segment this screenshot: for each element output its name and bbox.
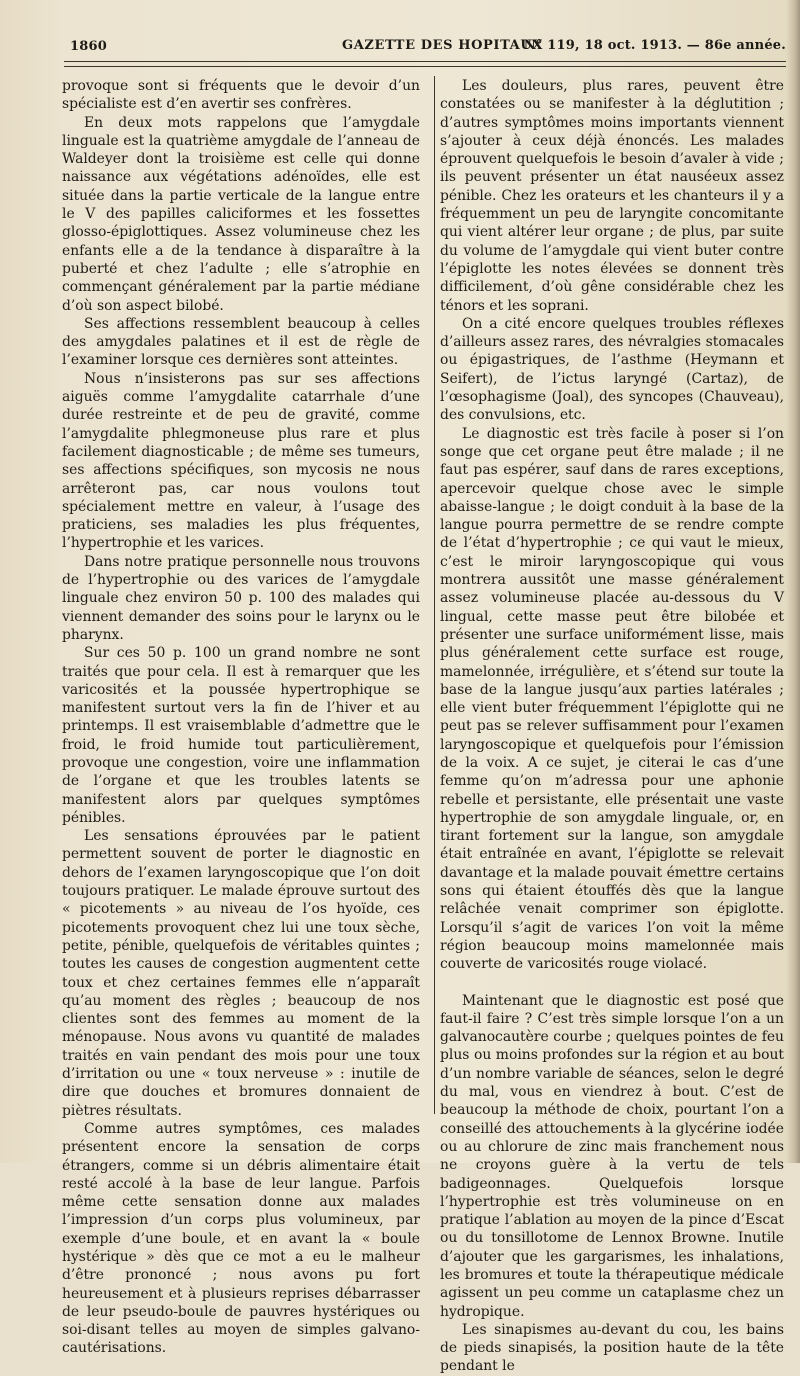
- paragraph: Nous n’insisterons pas sur ses affections aiguës comme l’amygdalite catarrhale d’une durée restreinte et de peu de gravité, comme l’amygdalite phlegmoneuse plus rare et plus facilement diagnosticable ; de même ses tumeurs, ses affections spécifiques, son mycosis ne nous arrêteront pas, car nous voulons tout spécialement mettre en valeur, à l’usage des praticiens, ses maladies les plus fréquentes, l’hypertrophie et les varices.: [62, 370, 420, 552]
- paragraph: Comme autres symptômes, ces malades présentent encore la sensation de corps étrangers, comme si un débris alimentaire était resté accolé à la base de leur langue. Parfois même cette sensation donne aux malades l’impression d’un corps plus volumineux, par exemple d’une boule, et en avant la « boule hystérique » dès que ce mot a eu le malheur d’être prononcé ; nous avons pu fort heureusement et à plusieurs reprises débarrasser de leur pseudo-boule de pauvres hystériques ou soi-disant telles au moyen de simples galvano-cautérisations.: [62, 1120, 420, 1357]
- paragraph: Sur ces 50 p. 100 un grand nombre ne sont traités que pour cela. Il est à remarquer que les varicosités et la poussée hypertrophique se manifestent surtout vers la fin de l’hiver et au printemps. Il est vraisemblable d’admettre que le froid, le froid humide tout particulièrement, provoque une congestion, voire une inflammation de l’organe et que les troubles latents se manifestent alors par quelques symptômes pénibles.: [62, 645, 420, 826]
- journal-title: GAZETTE DES HOPITAUX: [342, 38, 543, 53]
- right-column: [440, 77, 784, 1376]
- paragraph: Ses affections ressemblent beaucoup à celles des amygdales palatines et il est de règle de l’examiner lorsque ces dernières sont atteintes.: [62, 315, 420, 369]
- header-rule: [64, 61, 786, 62]
- paragraph: Maintenant que le diagnostic est posé que faut-il faire ? C’est très simple lorsque l’on a un galvanocautère courbe ; quelques pointes de feu plus ou moins profondes sur la région et au bout d’un nombre variable de séances, selon le degré du mal, vous en viendrez à bout. C’est de beaucoup la méthode de choix, pourtant l’on a conseillé des attouchements à la glycérine iodée ou au chlorure de zinc mais franchement nous ne croyons guère à la vertu de tels badigeonnages. Quelquefois lorsque l’hypertrophie est très volumineuse on en pratique l’ablation au moyen de la pince d’Escat ou du tonsillotome de Lennox Browne. Inutile d’ajouter que les gargarismes, les inhalations, les bromures et toute la thérapeutique médicale agissent un peu comme un cataplasme chez un hydropique.: [440, 992, 784, 1320]
- column-divider: [434, 76, 435, 1114]
- paragraph: Les douleurs, plus rares, peuvent être constatées ou se manifester à la déglutition ; d’autres symptômes moins importants viennent s’ajouter à ceux déjà énoncés. Les malades éprouvent quelquefois le besoin d’avaler à vide ; ils peuvent présenter un état nauséeux assez pénible. Chez les orateurs et les chanteurs il y a fréquemment un peu de laryngite concomitante qui vient altérer leur organe ; de plus, par suite du volume de l’amygdale qui vient buter contre l’épiglotte les notes élevées se donnent très difficilement, d’où gêne considérable chez les ténors et les soprani.: [440, 78, 784, 314]
- paragraph: Les sinapismes au-devant du cou, les bains de pieds sinapisés, la position haute de la tête pendant le: [440, 1321, 784, 1375]
- paragraph: On a cité encore quelques troubles réflexes d’ailleurs assez rares, des névralgies stomacales ou épigastriques, de l’asthme (Heymann et Seifert), de l’ictus laryngé (Cartaz), de l’œsophagisme (Joal), des syncopes (Chauveau), des convulsions, etc.: [440, 315, 784, 424]
- header-rule-double: [64, 66, 786, 67]
- paragraph: Les sensations éprouvées par le patient permettent souvent de porter le diagnostic en dehors de l’examen laryngoscopique que l’on doit toujours pratiquer. Le malade éprouve surtout des « picotements » au niveau de l’os hyoïde, ces picotements provoquent chez lui une toux sèche, petite, pénible, quelquefois de véritables quintes ; toutes les causes de congestion augmentent cette toux et chez certaines femmes elle n’apparaît qu’au moment des règles ; beaucoup de nos clientes sont des femmes au moment de la ménopause. Nous avons vu quantité de malades traités en vain pendant des mois pour une toux d’irritation ou une « toux nerveuse » : inutile de dire que douches et bromures donnaient de piètres résultats.: [62, 828, 420, 1119]
- paragraph: Le diagnostic est très facile à poser si l’on songe que cet organe peut être malade ; il ne faut pas espérer, sauf dans de rares exceptions, apercevoir quelque chose avec le simple abaisse-langue ; le doigt conduit à la base de la langue pourra permettre de se rendre compte de l’état d’hypertrophie ; ce qui vaut le mieux, c’est le miroir laryngoscopique qui vous montrera aussitôt une masse généralement assez volumineuse placée au-dessous du V lingual, cette masse peut être bilobée et présenter une surface uniformément lisse, mais plus généralement cette surface est rouge, mamelonnée, irrégulière, et s’étend sur toute la base de la langue jusqu’aux parties latérales ; elle vient buter fréquemment l’épiglotte qui ne peut pas se relever suffisamment pour l’examen laryngoscopique et quelquefois pour l’émission de la voix. A ce sujet, je citerai le cas d’une femme qu’on m’adressa pour une aphonie rebelle et persistante, elle présentait une vaste hypertrophie de son amygdale linguale, or, en tirant fortement sur la langue, son amygdale était entraînée en avant, l’épiglotte se relevait davantage et la malade pouvait émettre certains sons qui étaient étouffés dès que la langue relâchée venait comprimer son épiglotte. Lorsqu’il s’agit de varices l’on voit la même région beaucoup moins mamelonnée mais couverte de varicosités rouge violacé.: [440, 425, 784, 973]
- issue-info: N° 119, 18 oct. 1913. — 86e année.: [523, 38, 786, 53]
- page-edge-shadow: [786, 0, 800, 1163]
- page-number: 1860: [70, 39, 107, 54]
- paragraph: provoque sont si fréquents que le devoir d’un spécialiste est d’en avertir ses confrères.: [62, 78, 420, 113]
- page-header: [70, 36, 788, 58]
- paragraph: En deux mots rappelons que l’amygdale linguale est la quatrième amygdale de l’anneau de Waldeyer dont la troisième est celle qui donne naissance aux végétations adénoïdes, elle est située dans la partie verticale de la langue entre le V des papilles caliciformes et les fossettes glosso-épiglottiques. Assez volumineuse chez les enfants elle a de la tendance à disparaître à la puberté et chez l’adulte ; elle s’atrophie en commençant généralement par la partie médiane d’où son aspect bilobé.: [62, 114, 420, 314]
- paragraph: Dans notre pratique personnelle nous trouvons de l’hypertrophie ou des varices de l’amygdale linguale chez environ 50 p. 100 des malades qui viennent demander des soins pour le larynx ou le pharynx.: [62, 553, 420, 643]
- left-column: [62, 77, 420, 1358]
